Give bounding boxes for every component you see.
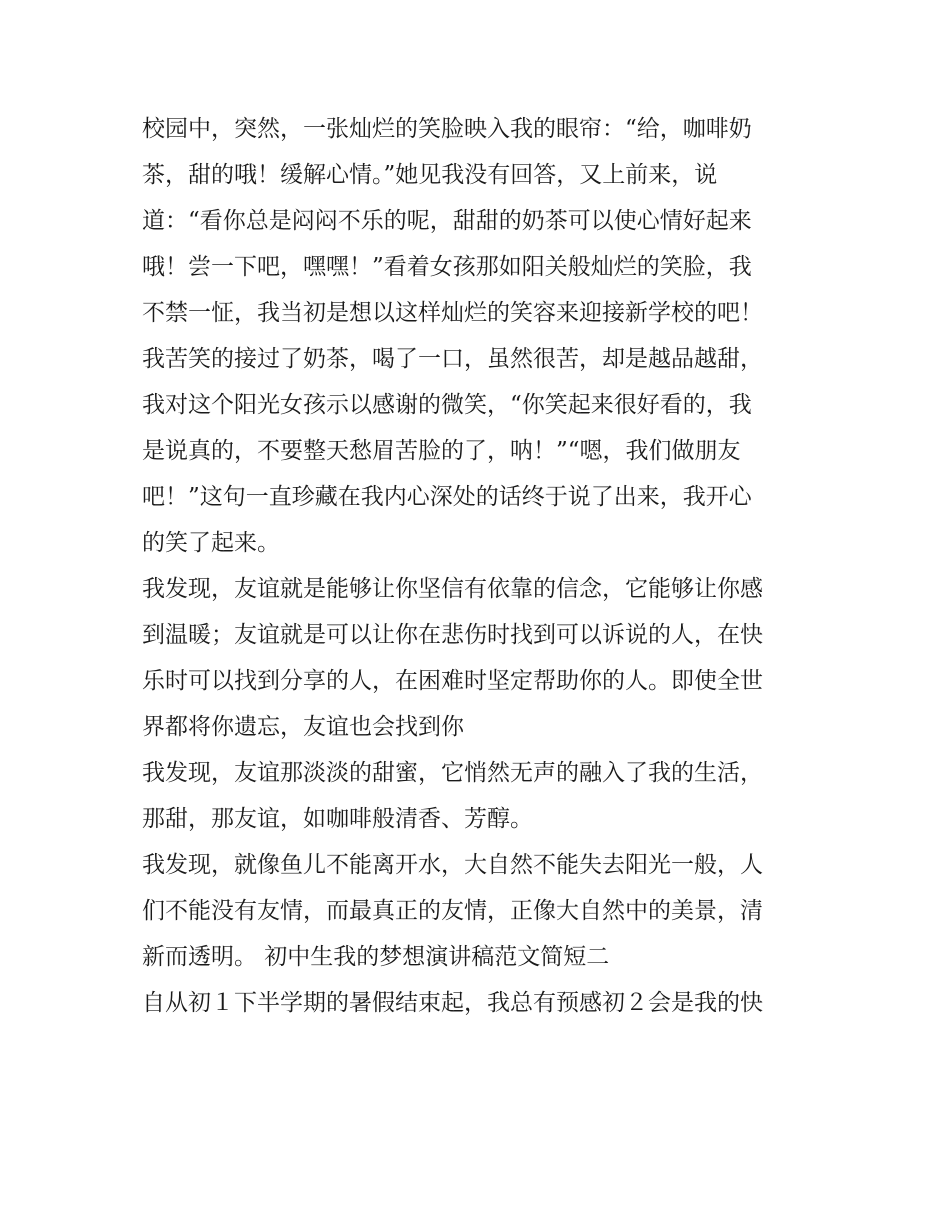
text-line: 新而透明。 初中生我的梦想演讲稿范文简短二 [142,944,610,970]
text-line: 自从初１下半学期的暑假结束起，我总有预感初２会是我的快 [142,990,763,1016]
text-line: 们不能没有友情，而最真正的友情，正像大自然中的美景，清 [142,898,763,924]
text-line: 是说真的，不要整天愁眉苦脸的了，呐！”“嗯，我们做朋友 [142,438,741,464]
text-line: 我对这个阳光女孩示以感谢的微笑，“你笑起来很好看的，我 [142,392,752,418]
text-line: 茶，甜的哦！缓解心情。”她见我没有回答，又上前来，说 [142,162,718,188]
text-line: 我苦笑的接过了奶茶，喝了一口，虽然很苦，却是越品越甜， [142,346,763,372]
text-line: 吧！”这句一直珍藏在我内心深处的话终于说了出来，我开心 [142,484,752,510]
text-line: 道：“看你总是闷闷不乐的呢，甜甜的奶茶可以使心情好起来 [142,208,752,234]
text-line: 我发现，就像鱼儿不能离开水，大自然不能失去阳光一般，人 [142,852,763,878]
text-line: 到温暖；友谊就是可以让你在悲伤时找到可以诉说的人，在快 [142,622,763,648]
text-line: 我发现，友谊就是能够让你坚信有依靠的信念，它能够让你感 [142,576,763,602]
text-line: 界都将你遗忘，友谊也会找到你 [142,714,464,740]
text-line: 不禁一怔，我当初是想以这样灿烂的笑容来迎接新学校的吧！ [142,300,763,326]
document-body [142,106,812,1026]
text-line: 乐时可以找到分享的人，在困难时坚定帮助你的人。即使全世 [142,668,763,694]
text-line: 哦！尝一下吧，嘿嘿！”看着女孩那如阳关般灿烂的笑脸，我 [142,254,752,280]
text-line: 那甜，那友谊，如咖啡般清香、芳醇。 [142,806,533,832]
text-line: 的笑了起来。 [142,530,280,556]
text-line: 我发现，友谊那淡淡的甜蜜，它悄然无声的融入了我的生活， [142,760,763,786]
text-line: 校园中，突然，一张灿烂的笑脸映入我的眼帘：“给，咖啡奶 [142,116,752,142]
